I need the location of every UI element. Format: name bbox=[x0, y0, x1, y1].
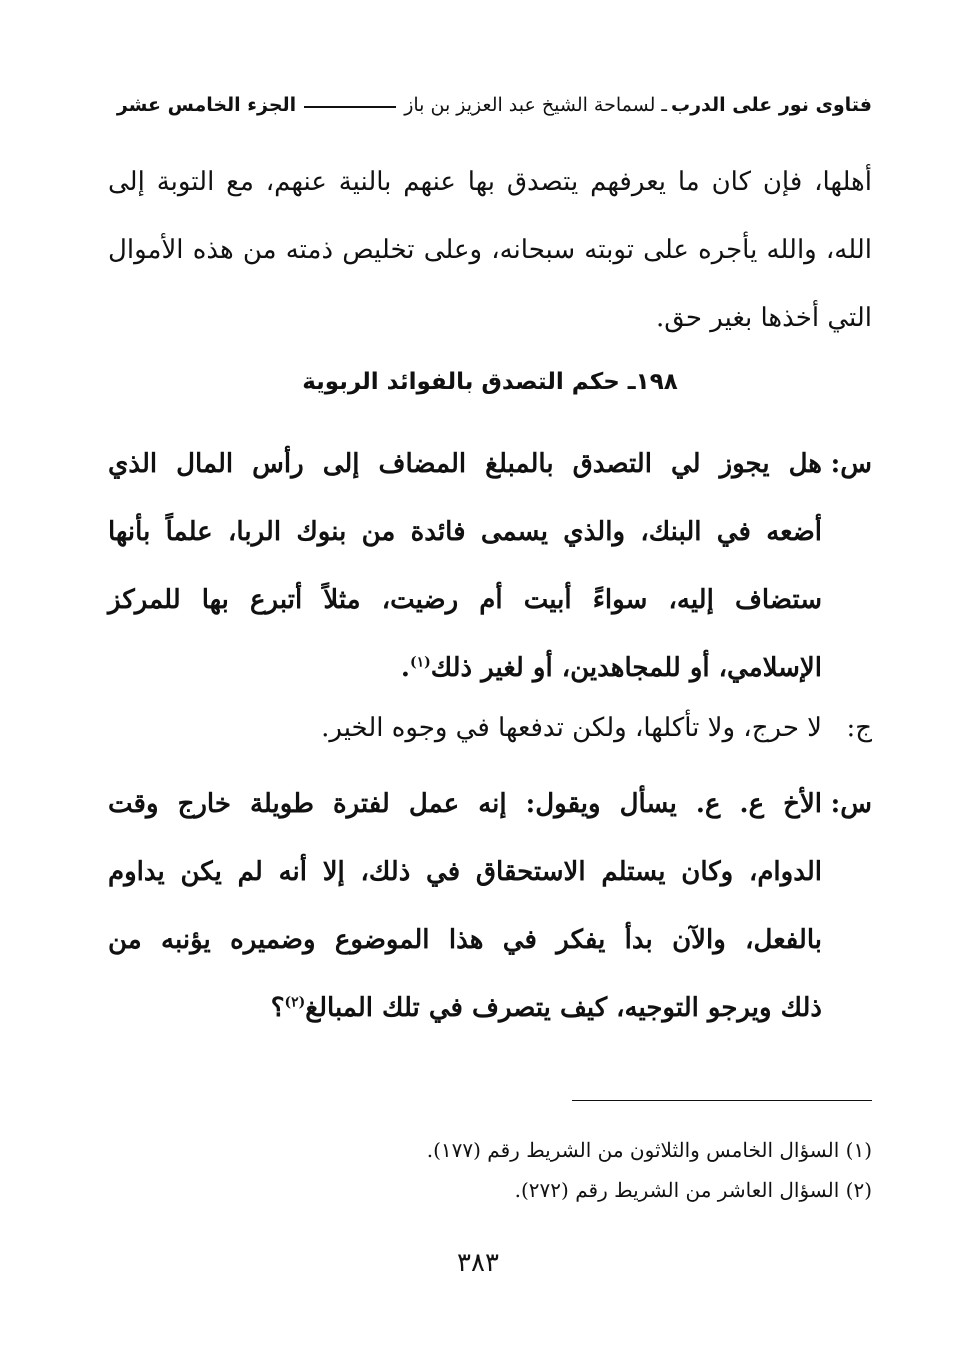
section-heading: ١٩٨ـ حكم التصدق بالفوائد الربوية bbox=[302, 369, 678, 395]
header-rule bbox=[304, 106, 396, 108]
question-line: بالفعل، والآن بدأ يفكر في هذا الموضوع وضميره يؤنبه من bbox=[108, 925, 822, 955]
question-line: الإسلامي، أو للمجاهدين، أو لغير ذلك bbox=[430, 653, 822, 683]
question-line: أضعه في البنك، والذي يسمى فائدة من بنوك الربا، علماً بأنها bbox=[108, 517, 822, 547]
punctuation: ؟ bbox=[270, 993, 285, 1023]
part-title: الجزء الخامس عشر bbox=[116, 94, 297, 116]
answer-text bbox=[108, 694, 822, 762]
question-line: الدوام، وكان يستلم الاستحقاق في ذلك، إلا أنه لم يكن يداوم bbox=[108, 857, 823, 887]
question-text bbox=[108, 430, 822, 702]
question-line: الأخ ع. ع. يسأل ويقول: إنه عمل لفترة طويلة خارج وقت bbox=[108, 789, 822, 819]
footnote-reference[interactable]: (١) bbox=[409, 654, 431, 671]
author-line: ـ لسماحة الشيخ عبد العزيز بن باز bbox=[404, 94, 667, 116]
footnote: (١) السؤال الخامس والثلاثون من الشريط رقم (١٧٧). bbox=[426, 1138, 872, 1162]
question-line-last bbox=[108, 634, 822, 702]
intro-line: التي أخذها بغير حق. bbox=[655, 303, 872, 333]
question-line: ذلك ويرجو التوجيه، كيف يتصرف في تلك المبالغ bbox=[305, 993, 822, 1023]
footnote-reference[interactable]: (٢) bbox=[284, 994, 306, 1011]
question-line-last bbox=[108, 974, 822, 1042]
question-line: ستضاف إليه، سواءً أبيت أم رضيت، مثلاً أتبرع بها للمركز bbox=[108, 585, 822, 615]
question-label: س: bbox=[830, 789, 872, 819]
question-label: س: bbox=[830, 449, 872, 479]
answer-label: ج: bbox=[846, 713, 872, 743]
book-title: فتاوى نور على الدرب bbox=[671, 94, 872, 116]
question-line: هل يجوز لي التصدق بالمبلغ المضاف إلى رأس المال الذي bbox=[108, 449, 822, 479]
page-number: ٣٨٣ bbox=[457, 1248, 499, 1278]
footnotes bbox=[108, 1130, 872, 1210]
intro-line: أهلها، فإن كان ما يعرفهم يتصدق بها عنهم بالنية عنهم، مع التوبة إلى bbox=[108, 167, 872, 197]
footnote-divider bbox=[572, 1100, 872, 1101]
footnote: (٢) السؤال العاشر من الشريط رقم (٢٧٢). bbox=[514, 1178, 872, 1202]
punctuation: . bbox=[400, 653, 410, 683]
intro-line: الله، والله يأجره على توبته سبحانه، وعلى تخليص ذمته من هذه الأموال bbox=[108, 235, 872, 265]
running-header bbox=[108, 88, 872, 122]
intro-paragraph bbox=[108, 148, 872, 352]
answer-line: لا حرج، ولا تأكلها، ولكن تدفعها في وجوه الخير. bbox=[321, 713, 822, 743]
question-text bbox=[108, 770, 822, 1042]
